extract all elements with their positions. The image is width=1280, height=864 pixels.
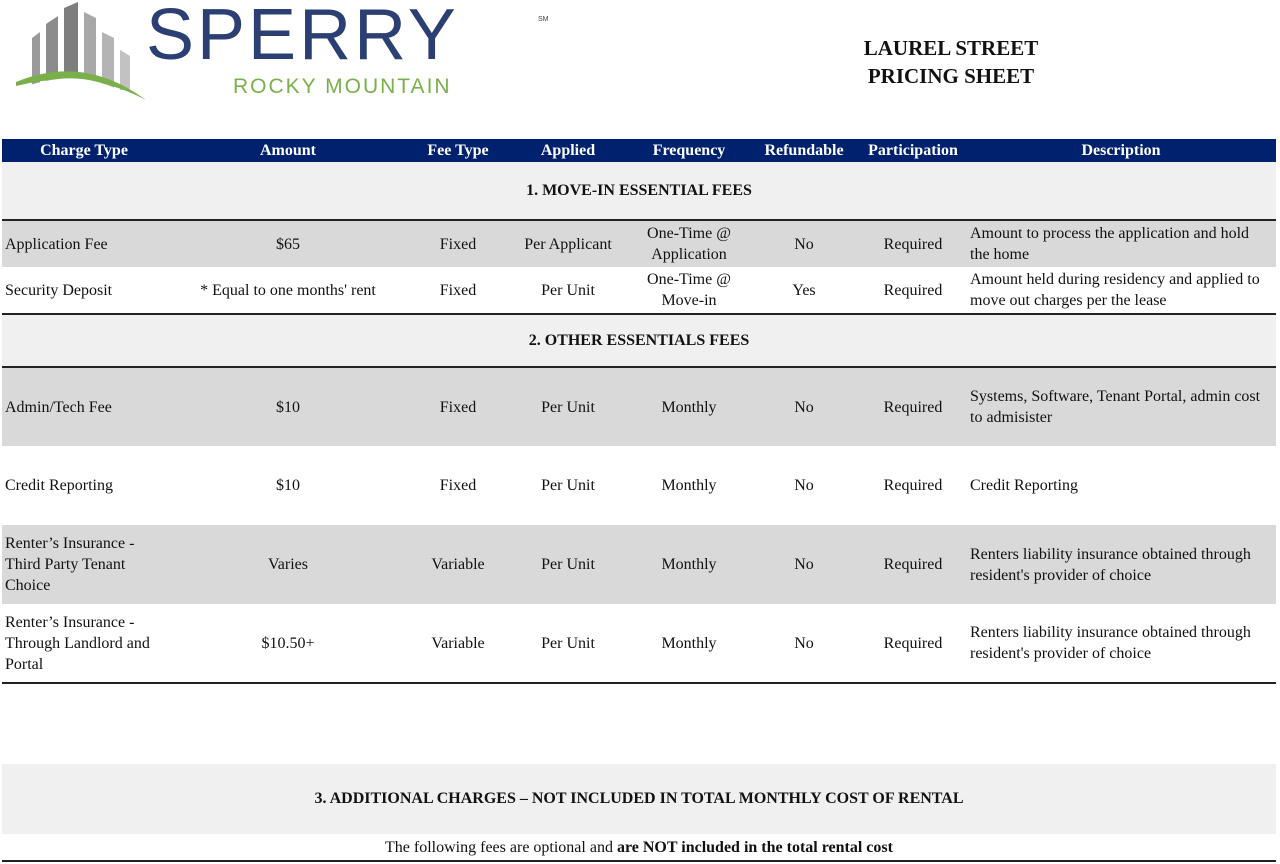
cell-participation: Required (860, 367, 966, 446)
header-applied: Applied (506, 139, 630, 162)
cell-amount: $10.50+ (166, 604, 410, 683)
cell-fee-type: Variable (410, 525, 506, 604)
cell-frequency: One-Time @ Application (630, 220, 748, 267)
header-amount: Amount (166, 139, 410, 162)
cell-charge: Admin/Tech Fee (2, 367, 166, 446)
cell-fee-type: Fixed (410, 446, 506, 525)
header-refundable: Refundable (748, 139, 860, 162)
title-line-1: LAUREL STREET (863, 36, 1039, 60)
table-row (2, 220, 1276, 267)
cell-refundable: No (748, 367, 860, 446)
cell-amount: $10 (166, 367, 410, 446)
section-3-block (2, 764, 1276, 834)
cell-charge: Renter’s Insurance - Through Landlord and Portal (2, 604, 166, 683)
cell-description: Renters liability insurance obtained through resident's provider of choice (966, 604, 1276, 683)
cell-applied: Per Unit (506, 367, 630, 446)
cell-refundable: No (748, 604, 860, 683)
cell-applied: Per Unit (506, 446, 630, 525)
section-heading-row (2, 162, 1276, 220)
header-participation: Participation (860, 139, 966, 162)
table-header-row (2, 139, 1276, 162)
cell-fee-type: Fixed (410, 267, 506, 314)
service-mark: SM (538, 16, 549, 23)
cell-description: Renters liability insurance obtained through resident's provider of choice (966, 525, 1276, 604)
cell-refundable: No (748, 525, 860, 604)
table-row (2, 446, 1276, 525)
section-3-title: 3. ADDITIONAL CHARGES – NOT INCLUDED IN TOTAL MONTHLY COST OF RENTAL (314, 790, 964, 807)
logo-tagline: ROCKY MOUNTAIN (233, 75, 452, 98)
note-bold-text: are NOT included in the total rental cost (616, 839, 893, 856)
header-frequency: Frequency (630, 139, 748, 162)
cell-refundable: Yes (748, 267, 860, 314)
header-description: Description (966, 139, 1276, 162)
cell-frequency: Monthly (630, 604, 748, 683)
cell-description: Amount held during residency and applied to move out charges per the lease (966, 267, 1276, 314)
sperry-logo (14, 2, 554, 102)
logo-wordmark: SPERRY (146, 0, 459, 75)
note-plain-text: The following fees are optional and (385, 839, 617, 856)
cell-refundable: No (748, 446, 860, 525)
header-fee-type: Fee Type (410, 139, 506, 162)
cell-charge: Application Fee (2, 220, 166, 267)
section-heading-row (2, 314, 1276, 367)
cell-charge: Security Deposit (2, 267, 166, 314)
cell-applied: Per Unit (506, 267, 630, 314)
cell-participation: Required (860, 604, 966, 683)
table-row (2, 525, 1276, 604)
cell-frequency: Monthly (630, 525, 748, 604)
document-title (820, 34, 1082, 90)
cell-applied: Per Unit (506, 525, 630, 604)
cell-amount: Varies (166, 525, 410, 604)
building-skyline-icon (14, 2, 154, 102)
cell-participation: Required (860, 220, 966, 267)
section-2-title: 2. OTHER ESSENTIALS FEES (2, 314, 1276, 367)
table-row (2, 367, 1276, 446)
pricing-table (2, 139, 1276, 684)
cell-participation: Required (860, 267, 966, 314)
cell-description: Credit Reporting (966, 446, 1276, 525)
title-line-2: PRICING SHEET (867, 64, 1035, 88)
cell-fee-type: Fixed (410, 220, 506, 267)
cell-participation: Required (860, 525, 966, 604)
cell-charge: Renter’s Insurance - Third Party Tenant Choice (2, 525, 166, 604)
cell-description: Systems, Software, Tenant Portal, admin cost to admisister (966, 367, 1276, 446)
cell-frequency: One-Time @ Move-in (630, 267, 748, 314)
cell-refundable: No (748, 220, 860, 267)
cell-amount: * Equal to one months' rent (166, 267, 410, 314)
cell-frequency: Monthly (630, 446, 748, 525)
section-1-title: 1. MOVE-IN ESSENTIAL FEES (2, 162, 1276, 220)
optional-fees-note (2, 836, 1276, 862)
cell-applied: Per Applicant (506, 220, 630, 267)
cell-charge: Credit Reporting (2, 446, 166, 525)
cell-amount: $65 (166, 220, 410, 267)
table-row (2, 267, 1276, 314)
table-row (2, 604, 1276, 683)
cell-fee-type: Variable (410, 604, 506, 683)
header-charge-type: Charge Type (2, 139, 166, 162)
cell-frequency: Monthly (630, 367, 748, 446)
cell-description: Amount to process the application and hold the home (966, 220, 1276, 267)
cell-amount: $10 (166, 446, 410, 525)
cell-fee-type: Fixed (410, 367, 506, 446)
cell-participation: Required (860, 446, 966, 525)
cell-applied: Per Unit (506, 604, 630, 683)
